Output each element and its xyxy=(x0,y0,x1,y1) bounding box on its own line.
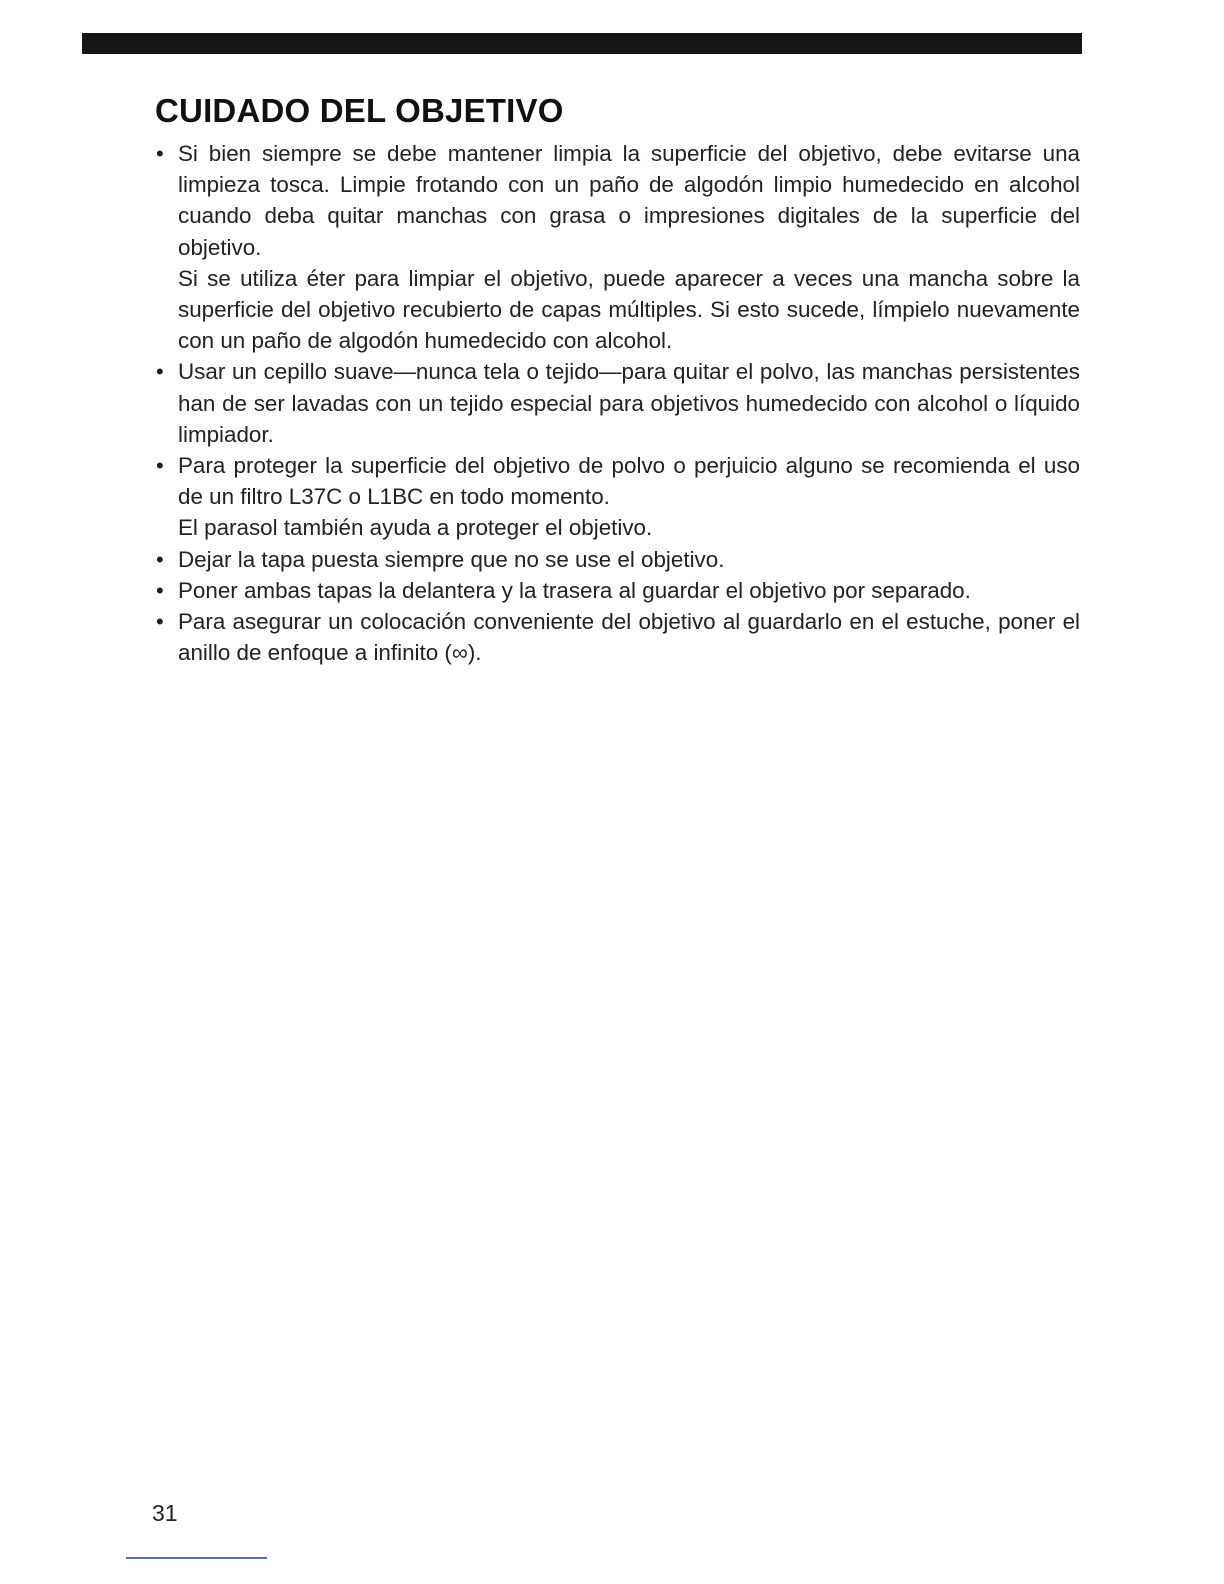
bullet-icon: • xyxy=(156,546,164,572)
bullet-icon: • xyxy=(156,577,164,603)
page-title: CUIDADO DEL OBJETIVO xyxy=(155,92,564,129)
bullet-icon: • xyxy=(156,359,164,385)
page-number: 31 xyxy=(152,1500,178,1526)
bullet-icon: • xyxy=(156,609,164,635)
list-item xyxy=(156,450,1080,544)
list-item xyxy=(156,606,1080,668)
item-paragraph: Para asegurar un colocación conveniente del objetivo al guardarlo en el estuche, poner el anillo de enfoque a infinito (∞). xyxy=(178,609,1080,666)
list-item xyxy=(156,544,1080,575)
item-paragraph: Poner ambas tapas la delantera y la trasera al guardar el objetivo por separado. xyxy=(178,577,971,603)
list-item xyxy=(156,356,1080,450)
bullet-icon: • xyxy=(156,453,164,479)
item-paragraph: Si bien siempre se debe mantener limpia la superficie del objetivo, debe evitarse una limpieza tosca. Limpie frotando con un paño de algodón limpio humedecido en alcohol cuando deba quitar manchas con grasa o impresiones digitales de la superficie del objetivo. xyxy=(178,141,1080,260)
list-item xyxy=(156,138,1080,356)
list-item xyxy=(156,575,1080,606)
care-instructions-list xyxy=(156,138,1080,668)
bullet-icon: • xyxy=(156,141,164,166)
item-paragraph: Dejar la tapa puesta siempre que no se use el objetivo. xyxy=(178,546,725,572)
header-bar xyxy=(82,33,1082,54)
item-paragraph: Para proteger la superficie del objetivo de polvo o perjuicio alguno se recomienda el uso de un filtro L37C o L1BC en todo momento. xyxy=(178,453,1080,510)
item-paragraph: Si se utiliza éter para limpiar el objetivo, puede aparecer a veces una mancha sobre la superficie del objetivo recubierto de capas múltiples. Si esto sucede, límpielo nuevamente con un paño de algodón humedecido con alcohol. xyxy=(178,265,1080,354)
item-paragraph: El parasol también ayuda a proteger el objetivo. xyxy=(178,515,653,541)
item-paragraph: Usar un cepillo suave—nunca tela o tejido—para quitar el polvo, las manchas persistentes han de ser lavadas con un tejido especial para objetivos humedecido con alcohol o líquido limpiador. xyxy=(178,359,1080,447)
bottom-divider xyxy=(126,1557,267,1559)
